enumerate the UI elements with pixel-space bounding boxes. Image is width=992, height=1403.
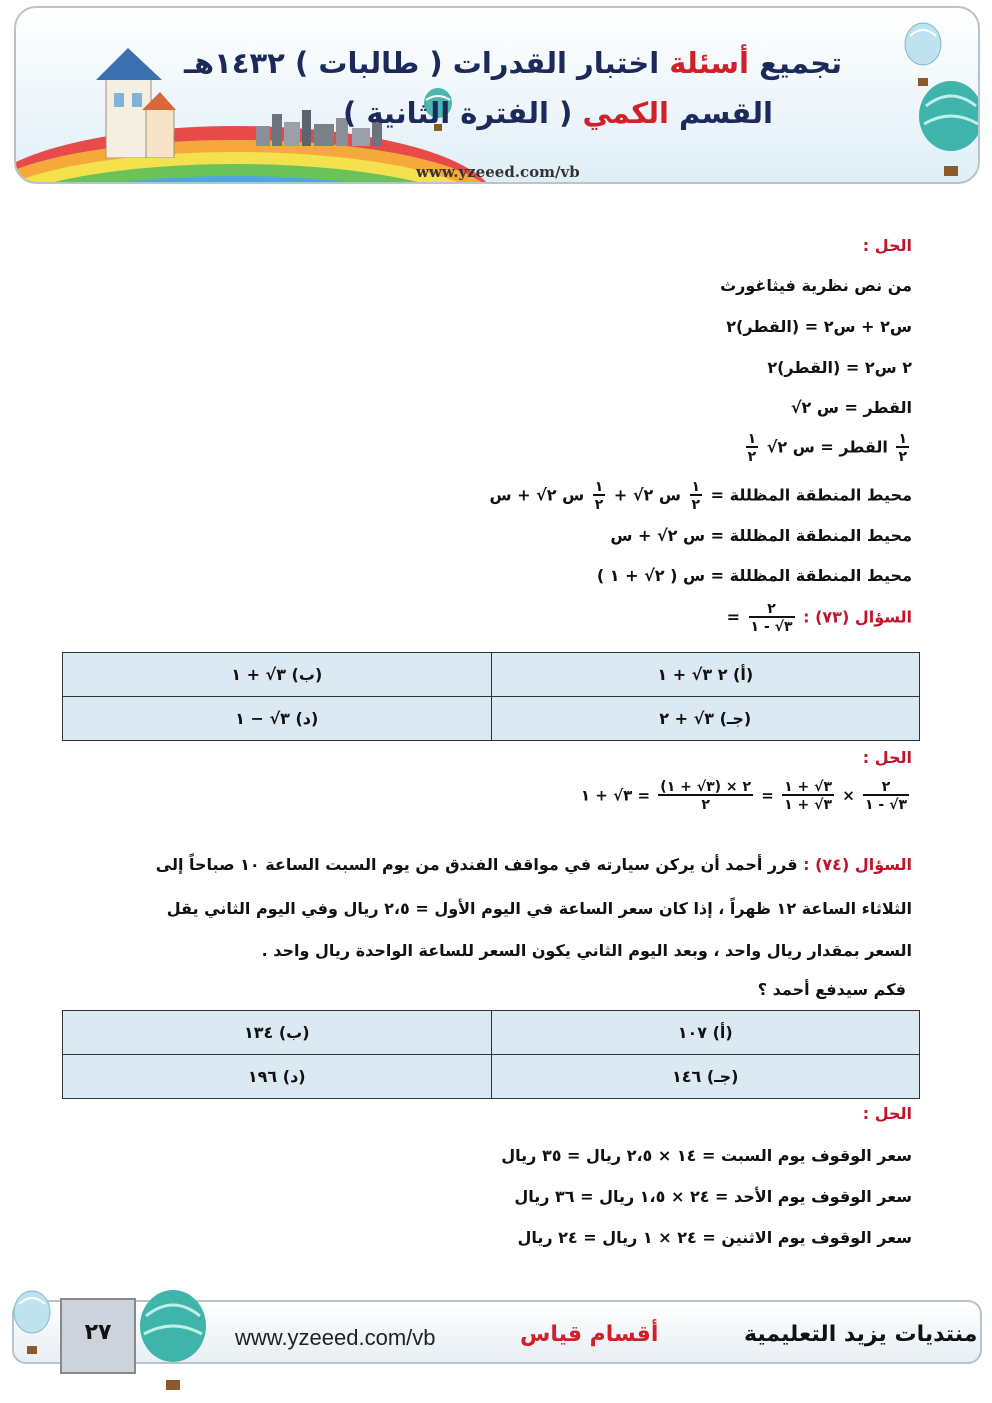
- solution-label: الحل :: [862, 1104, 912, 1123]
- solution-74-line1: سعر الوقوف يوم السبت = ١٤ × ٢،٥ ريال = ٣٥ ريال: [501, 1146, 912, 1165]
- option-c[interactable]: (جـ) ٣√ + ٢: [491, 697, 920, 741]
- question-74-line2: الثلاثاء الساعة ١٢ ظهراً ، إذا كان سعر الساعة في اليوم الأول = ٢،٥ ريال وفي اليوم الثاني يقل: [166, 899, 912, 918]
- large-balloon-illustration: [136, 1288, 210, 1396]
- balloon-illustration: [10, 1290, 54, 1360]
- options-table-q74: [62, 1010, 920, 1099]
- option-b[interactable]: (ب) ٣√ + ١: [63, 653, 492, 697]
- castle-illustration: [86, 38, 176, 158]
- header-title-line1: تجميع أسئلة اختبار القدرات ( طالبات ) ١٤٣٢هـ: [184, 46, 842, 80]
- solution-line-5: $\frac{١}{٢}$ القطر = س ٢√ $\frac{١}{٢}$: [747, 431, 907, 465]
- footer-forum-name: منتديات يزيد التعليمية: [744, 1322, 978, 1347]
- footer-website: www.yzeeed.com/vb: [235, 1325, 436, 1350]
- option-d[interactable]: (د) ٣√ − ١: [63, 697, 492, 741]
- question-73: السؤال (٧٣) : $\frac{٢}{٣√ - ١}$ =: [726, 601, 912, 635]
- options-table-q73: [62, 652, 920, 741]
- large-balloon-illustration: [916, 80, 980, 180]
- header-title-line2: القسم الكمي ( الفترة الثانية ): [342, 96, 773, 130]
- fraction-half: $\frac{١}{٢}$: [747, 431, 757, 465]
- solution-line-7: محيط المنطقة المظللة = س ٢√ + س: [610, 526, 912, 545]
- solution-line-4: القطر = س ٢√: [790, 398, 912, 417]
- option-b[interactable]: (ب) ١٣٤: [63, 1011, 492, 1055]
- solution-line-8: محيط المنطقة المظللة = س ( ٢√ + ١ ): [596, 566, 912, 585]
- footer-section: أقسام قياس: [520, 1322, 659, 1347]
- solution-label: الحل :: [862, 236, 912, 255]
- solution-line-3: ٢ س٢ = (القطر)٢: [767, 358, 912, 377]
- solution-74-line2: سعر الوقوف يوم الأحد = ٢٤ × ١،٥ ريال = ٣٦ ريال: [514, 1187, 912, 1206]
- solution-line-1: من نص نظرية فيثاغورث: [720, 276, 912, 295]
- fraction-half: $\frac{١}{٢}$: [898, 431, 907, 465]
- option-a[interactable]: (أ) ٢ ٣√ + ١: [491, 653, 920, 697]
- question-74-line3: السعر بمقدار ريال واحد ، وبعد اليوم الثاني يكون السعر للساعة الواحدة ريال واحد .: [261, 941, 912, 960]
- question-74-line1: السؤال (٧٤) : قرر أحمد أن يركن سيارته في مواقف الفندق من يوم السبت الساعة ١٠ صباحاً إلى: [155, 855, 912, 874]
- solution-line-6: محيط المنطقة المظللة = $\frac{١}{٢}$ س ٢√ + $\frac{١}{٢}$ س ٢√ + س: [489, 479, 912, 513]
- header-banner: [14, 6, 980, 184]
- solution-line-2: س٢ + س٢ = (القطر)٢: [726, 317, 912, 336]
- question-74-line4: فكم سيدفع أحمد ؟: [757, 980, 906, 999]
- solution-label: الحل :: [862, 748, 912, 767]
- solution-73-equation: $\frac{٢}{٣√ - ١}$ × $\frac{٣√ + ١}{٣√ + ١}$ = $\frac{٢ \times (٣√ + ١)}{٢}$ = ٣√ + ١: [580, 779, 907, 813]
- solution-74-line3: سعر الوقوف يوم الاثنين = ٢٤ × ١ ريال = ٢٤ ريال: [517, 1228, 912, 1247]
- option-d[interactable]: (د) ١٩٦: [63, 1055, 492, 1099]
- option-c[interactable]: (جـ) ١٤٦: [491, 1055, 920, 1099]
- header-website: www.yzeeed.com/vb: [416, 163, 580, 181]
- page-number: ٢٧: [84, 1320, 112, 1345]
- option-a[interactable]: (أ) ١٠٧: [491, 1011, 920, 1055]
